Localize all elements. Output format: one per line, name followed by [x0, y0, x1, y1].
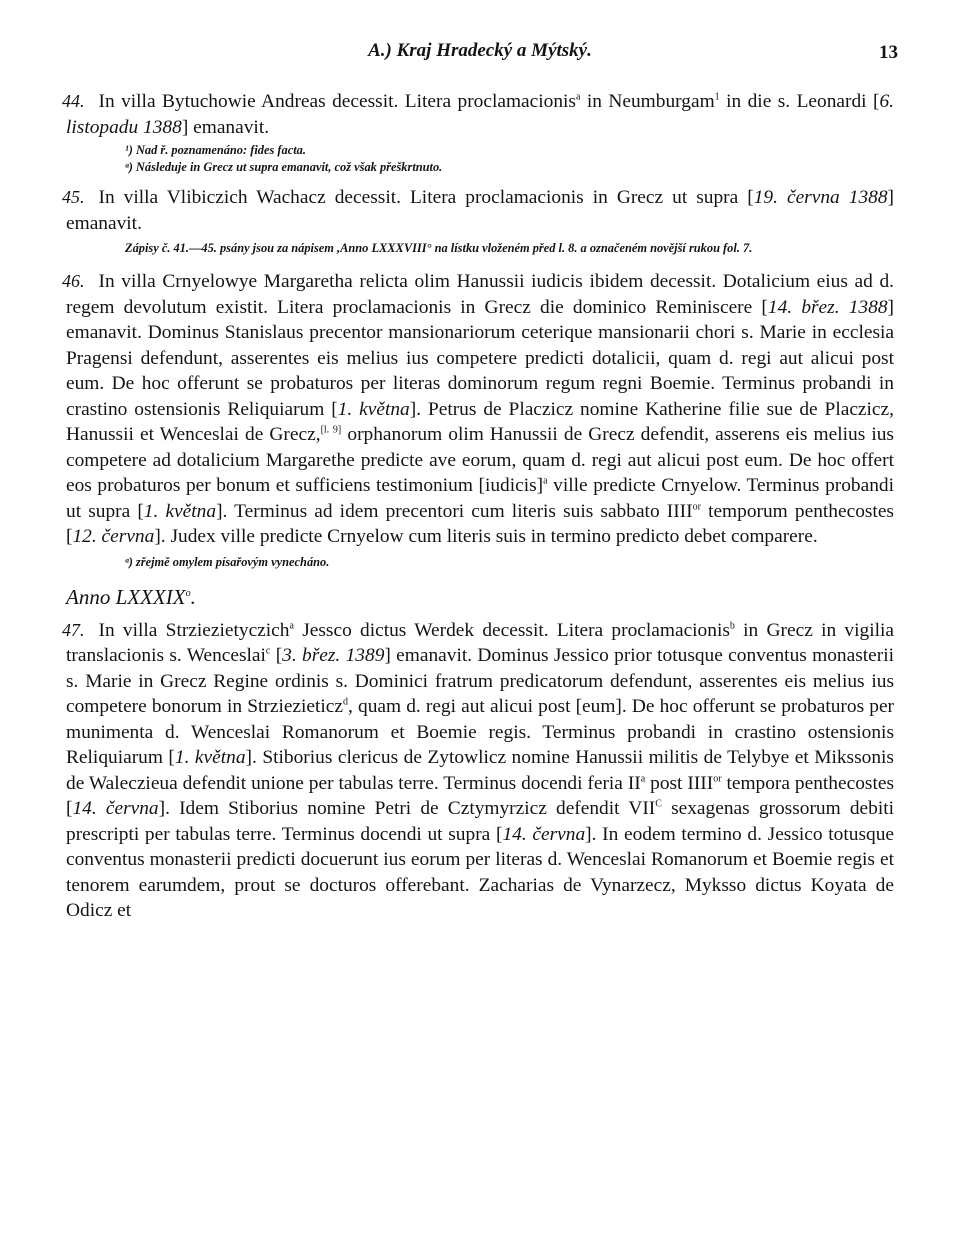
entry-text: In villa Strziezietyczich [98, 619, 290, 641]
entry-text: sexagenas grossorum debiti prescripti per tabulas terre. Terminus docendi ut supra [ [66, 798, 895, 845]
date-annotation: 3. břez. 1389 [282, 645, 385, 666]
entry-text: , quam d. regi aut alicui post [eum]. De hoc offerunt se probaturos per munimenta d. Wenceslai Romanorum et Boemie regis. Terminus probandi in crastino ostensionis Reliquiarum [ [66, 696, 895, 768]
running-title: A.) Kraj Hradecký a Mýtský. [368, 40, 592, 61]
entry-47 [62, 618, 895, 924]
entry-46 [62, 269, 894, 550]
entry-45 [62, 185, 894, 236]
date-annotation: 19. června 1388 [753, 187, 888, 208]
entry-text: ] emanavit. Dominus Stanislaus precentor mansionariorum ceterique mansionarii chori s. Marie in ecclesia Pragensi defendunt, asserentes eis melius ius competere predicti dotalicii, quam d. regi aut alicui post eum. De hoc offerunt se probaturos per literas dominorum regum regni Boemie. Terminus probandi in crastino ostensionis Reliquiarum [ [66, 296, 894, 420]
page-header [0, 40, 960, 70]
date-annotation: 1. května [174, 747, 246, 768]
footnote-marker: b [729, 620, 735, 632]
footnote: ᵃ) Následuje in Grecz ut supra emanavit, což však přeškrtnuto. [125, 160, 443, 174]
entry-text: In villa Crnyelowye Margaretha relicta olim Hanussii iudicis ibidem decessit. Dotalicium eius ad d. regem devolutum existit. Litera proclamacionis in Grecz die dominico Reminiscere [ [66, 271, 894, 318]
year-heading-text: . [190, 584, 196, 609]
date-annotation: 12. června [72, 526, 155, 547]
entry-text: ] emanavit. [66, 187, 894, 234]
entry-text: orphanorum olim Hanussii de Grecz defendit, asserens eis melius ius competere ad dotalicium Margarethe predicte ave eorum, quam d. regi aut alicui post eum. De hoc offert eos probaturos per bonum et sufficiens testimonium [iudicis] [66, 424, 894, 496]
entry-number: 46. [62, 271, 85, 291]
footnote-marker: a [543, 475, 548, 487]
date-annotation: 14. června [502, 823, 586, 845]
year-heading-text: Anno LXXXIX [66, 584, 186, 609]
footnote: ¹) Nad ř. poznamenáno: fides facta. [125, 143, 306, 157]
superscript: a [640, 773, 646, 785]
date-annotation: 1. května [143, 500, 217, 522]
date-annotation: 14. břez. 1388 [767, 296, 888, 318]
footnote-marker: a [289, 620, 294, 632]
superscript: or [692, 501, 701, 513]
entry-number: 45. [62, 187, 85, 207]
footnote-marker: c [265, 645, 271, 657]
entry-text: ] emanavit. Dominus Jessico prior totusque conventus monasterii s. Marie in Grecz Regine ordinis s. Dominici fratrum predicatorum defendunt, asserentes eis melius ius competere bonorum in Strziezieticz [66, 645, 894, 717]
entry-text: ]. Stiborius clericus de Zytowlicz nomine Hanussii militis de Telybye et Mikssonis de Waleczieua defendit unione per tabulas terre. Terminus docendi feria II [66, 747, 894, 794]
entry-text: In villa Bytuchowie Andreas decessit. Litera proclamacionis [98, 91, 576, 112]
superscript: o [185, 587, 191, 599]
entry-text: ville predicte Crnyelow. Terminus probandi ut supra [ [66, 475, 894, 522]
date-annotation: 1. května [337, 398, 410, 420]
entry-44 [62, 89, 894, 140]
footnote: ᵃ) zřejmě omylem písařovým vynecháno. [125, 554, 330, 569]
entry-text: in Grecz in vigilia translacionis s. Wenceslai [66, 619, 894, 666]
entry-text: Jessco dictus Werdek decessit. Litera proclamacionis [293, 619, 730, 641]
entry-text: ]. Idem Stiborius nomine Petri de Cztymyrzicz defendit VII [158, 798, 656, 819]
entry-text: post IIII [645, 772, 714, 794]
footnote-marker: a [575, 91, 581, 103]
entry-text: ]. Judex ville predicte Crnyelow cum literis suis in termino predicto debet comparere. [154, 526, 818, 547]
footnote-marker: d [343, 696, 349, 708]
entry-text: [ [270, 645, 283, 666]
superscript: C [655, 798, 662, 810]
document-body [62, 89, 895, 924]
entry-text: tempora penthecostes [ [66, 772, 894, 819]
entry-text: ]. Petrus de Placzicz nomine Katherine filie sue de Placzicz, Hanussii et Wenceslai de Grecz, [66, 398, 894, 445]
entry-number: 44. [62, 91, 85, 111]
date-annotation: 6. listopadu 1388 [66, 91, 894, 138]
entry-text: ] emanavit. [181, 116, 270, 138]
entry-text: in die s. Leonardi [ [719, 91, 880, 112]
entry-text: temporum penthecostes [ [66, 500, 894, 547]
entry-text: ]. In eodem termino d. Jessico totusque conventus monasterii predicti docuerunt ius eorum per literas d. Wenceslai Romanorum et Boemie regis et tenorem earumdem, prout se docturos offerebant. Zacharias de Vynarzecz, Myksso dictus Koyata de Odicz et [66, 823, 894, 921]
folio-marker: [l. 9] [320, 424, 342, 436]
editorial-note: Zápisy č. 41.—45. psány jsou za nápisem ,Anno LXXXVIII° na lístku vloženém před l. 8. a označeném novější rukou fol. 7. [125, 241, 753, 255]
entry-text: in Neumburgam [580, 91, 715, 112]
superscript: or [713, 773, 722, 785]
page-number: 13 [879, 42, 898, 63]
year-heading [66, 585, 894, 610]
entry-text: ]. Terminus ad idem precentori cum literis suis sabbato IIII [216, 500, 693, 522]
footnote-marker: 1 [714, 91, 720, 103]
entry-number: 47. [62, 619, 85, 640]
entry-text: In villa Vlibiczich Wachacz decessit. Litera proclamacionis in Grecz ut supra [ [98, 187, 754, 208]
date-annotation: 14. června [72, 798, 159, 819]
